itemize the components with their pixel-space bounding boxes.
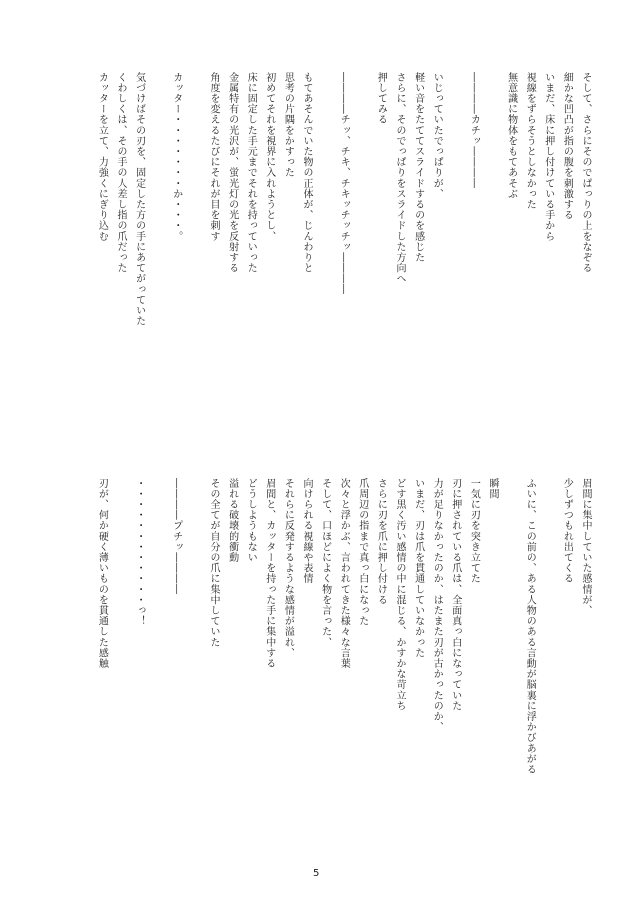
text-column: 一気に刃を突き立てた bbox=[468, 478, 480, 584]
text-column: 次々と浮かぶ、言われてきた様々な言葉 bbox=[338, 478, 350, 669]
text-column: 眉間と、カッターを持った手に集中する bbox=[263, 478, 275, 669]
text-column: 金属特有の光沢が、蛍光灯の光を反射する bbox=[226, 72, 238, 274]
text-column: そして、口ほどによく物を言った、 bbox=[319, 478, 331, 648]
text-column: それらに反発するような感情が溢れ、 bbox=[282, 478, 294, 659]
text-column: カッターを立て、力強くにぎり込む bbox=[96, 72, 108, 242]
text-column: ふいに、この前の、ある人物のある言動が脳裏に浮かびあがる bbox=[524, 478, 536, 775]
text-column: そして、さらにそのでぱっりの上をなぞる bbox=[580, 72, 591, 274]
text-column: ・・・・・・・・・・・・っ！ bbox=[133, 478, 145, 627]
text-column: ――――チッ、チキ、チキッチッチッ―――― bbox=[338, 72, 350, 295]
text-column: いまだ、刃は爪を貫通していなかった bbox=[412, 478, 424, 659]
text-column: どす黒く汚い感情の中に混じる、かすかな苛立ち bbox=[394, 478, 405, 712]
text-column: 視線をずらそうとしなかった bbox=[524, 72, 536, 210]
text-column: 向けられる視線や表情 bbox=[301, 478, 312, 584]
text-column: さらに刃を爪に押し付ける bbox=[375, 478, 387, 606]
text-column: 細かな凹凸が指の腹を刺激する bbox=[561, 72, 573, 221]
text-column: その全てが自分の爪に集中していた bbox=[208, 478, 219, 648]
text-column: 爪周辺の指まで真っ白になった bbox=[356, 478, 368, 627]
text-column: 気づけばその刃を、固定した方の手にあてがっていた bbox=[133, 72, 145, 327]
text-column: 眉間に集中していた感情が、 bbox=[580, 478, 591, 616]
text-column: 角度を変えるたびにそれが目を刺す bbox=[208, 72, 219, 242]
text-column: カッター・・・・・・・か・・・。 bbox=[170, 72, 182, 242]
text-column: 少しずつもれ出てくる bbox=[561, 478, 573, 584]
text-column: 床に固定した手元までそれを持っていった bbox=[245, 72, 257, 274]
text-column: くわしくは、その手の人差し指の爪だった bbox=[115, 72, 126, 274]
text-column: 軽い音をたててスライドするのを感じた bbox=[412, 72, 424, 263]
text-column: 溢れる破壊的衝動 bbox=[226, 478, 238, 563]
text-column: ――――プチッ―――― bbox=[170, 478, 182, 595]
text-column: いまだ、床に押し付けている手から bbox=[542, 72, 554, 242]
text-column: 押してみる bbox=[375, 72, 387, 125]
text-column: いじっていたでっぱりが、 bbox=[431, 72, 443, 200]
text-column: ――――カチッ―――― bbox=[468, 72, 480, 189]
text-column: 無意識に物体をもてあそぶ bbox=[505, 72, 517, 200]
text-column: どうしようもない bbox=[245, 478, 257, 563]
text-column: 思考の片隅をかすった bbox=[282, 72, 294, 178]
text-column: さらに、そのでっぱりをスライドした方向へ bbox=[394, 72, 405, 284]
text-column: 瞬間 bbox=[487, 478, 498, 500]
text-column: 刃に押されている爪は、全面真っ白になっていた bbox=[449, 478, 461, 712]
page-number: 5 bbox=[313, 868, 320, 879]
text-column: 力が足りなかったのか、はたまた刃が古かったのか、 bbox=[431, 478, 443, 733]
text-column: 初めてそれを視界に入れようとし、 bbox=[263, 72, 275, 242]
text-column: もてあそんでいた物の正体が、じんわりと bbox=[301, 72, 312, 274]
text-column: 刃が、何か硬く薄いものを貫通した感触 bbox=[96, 478, 108, 669]
